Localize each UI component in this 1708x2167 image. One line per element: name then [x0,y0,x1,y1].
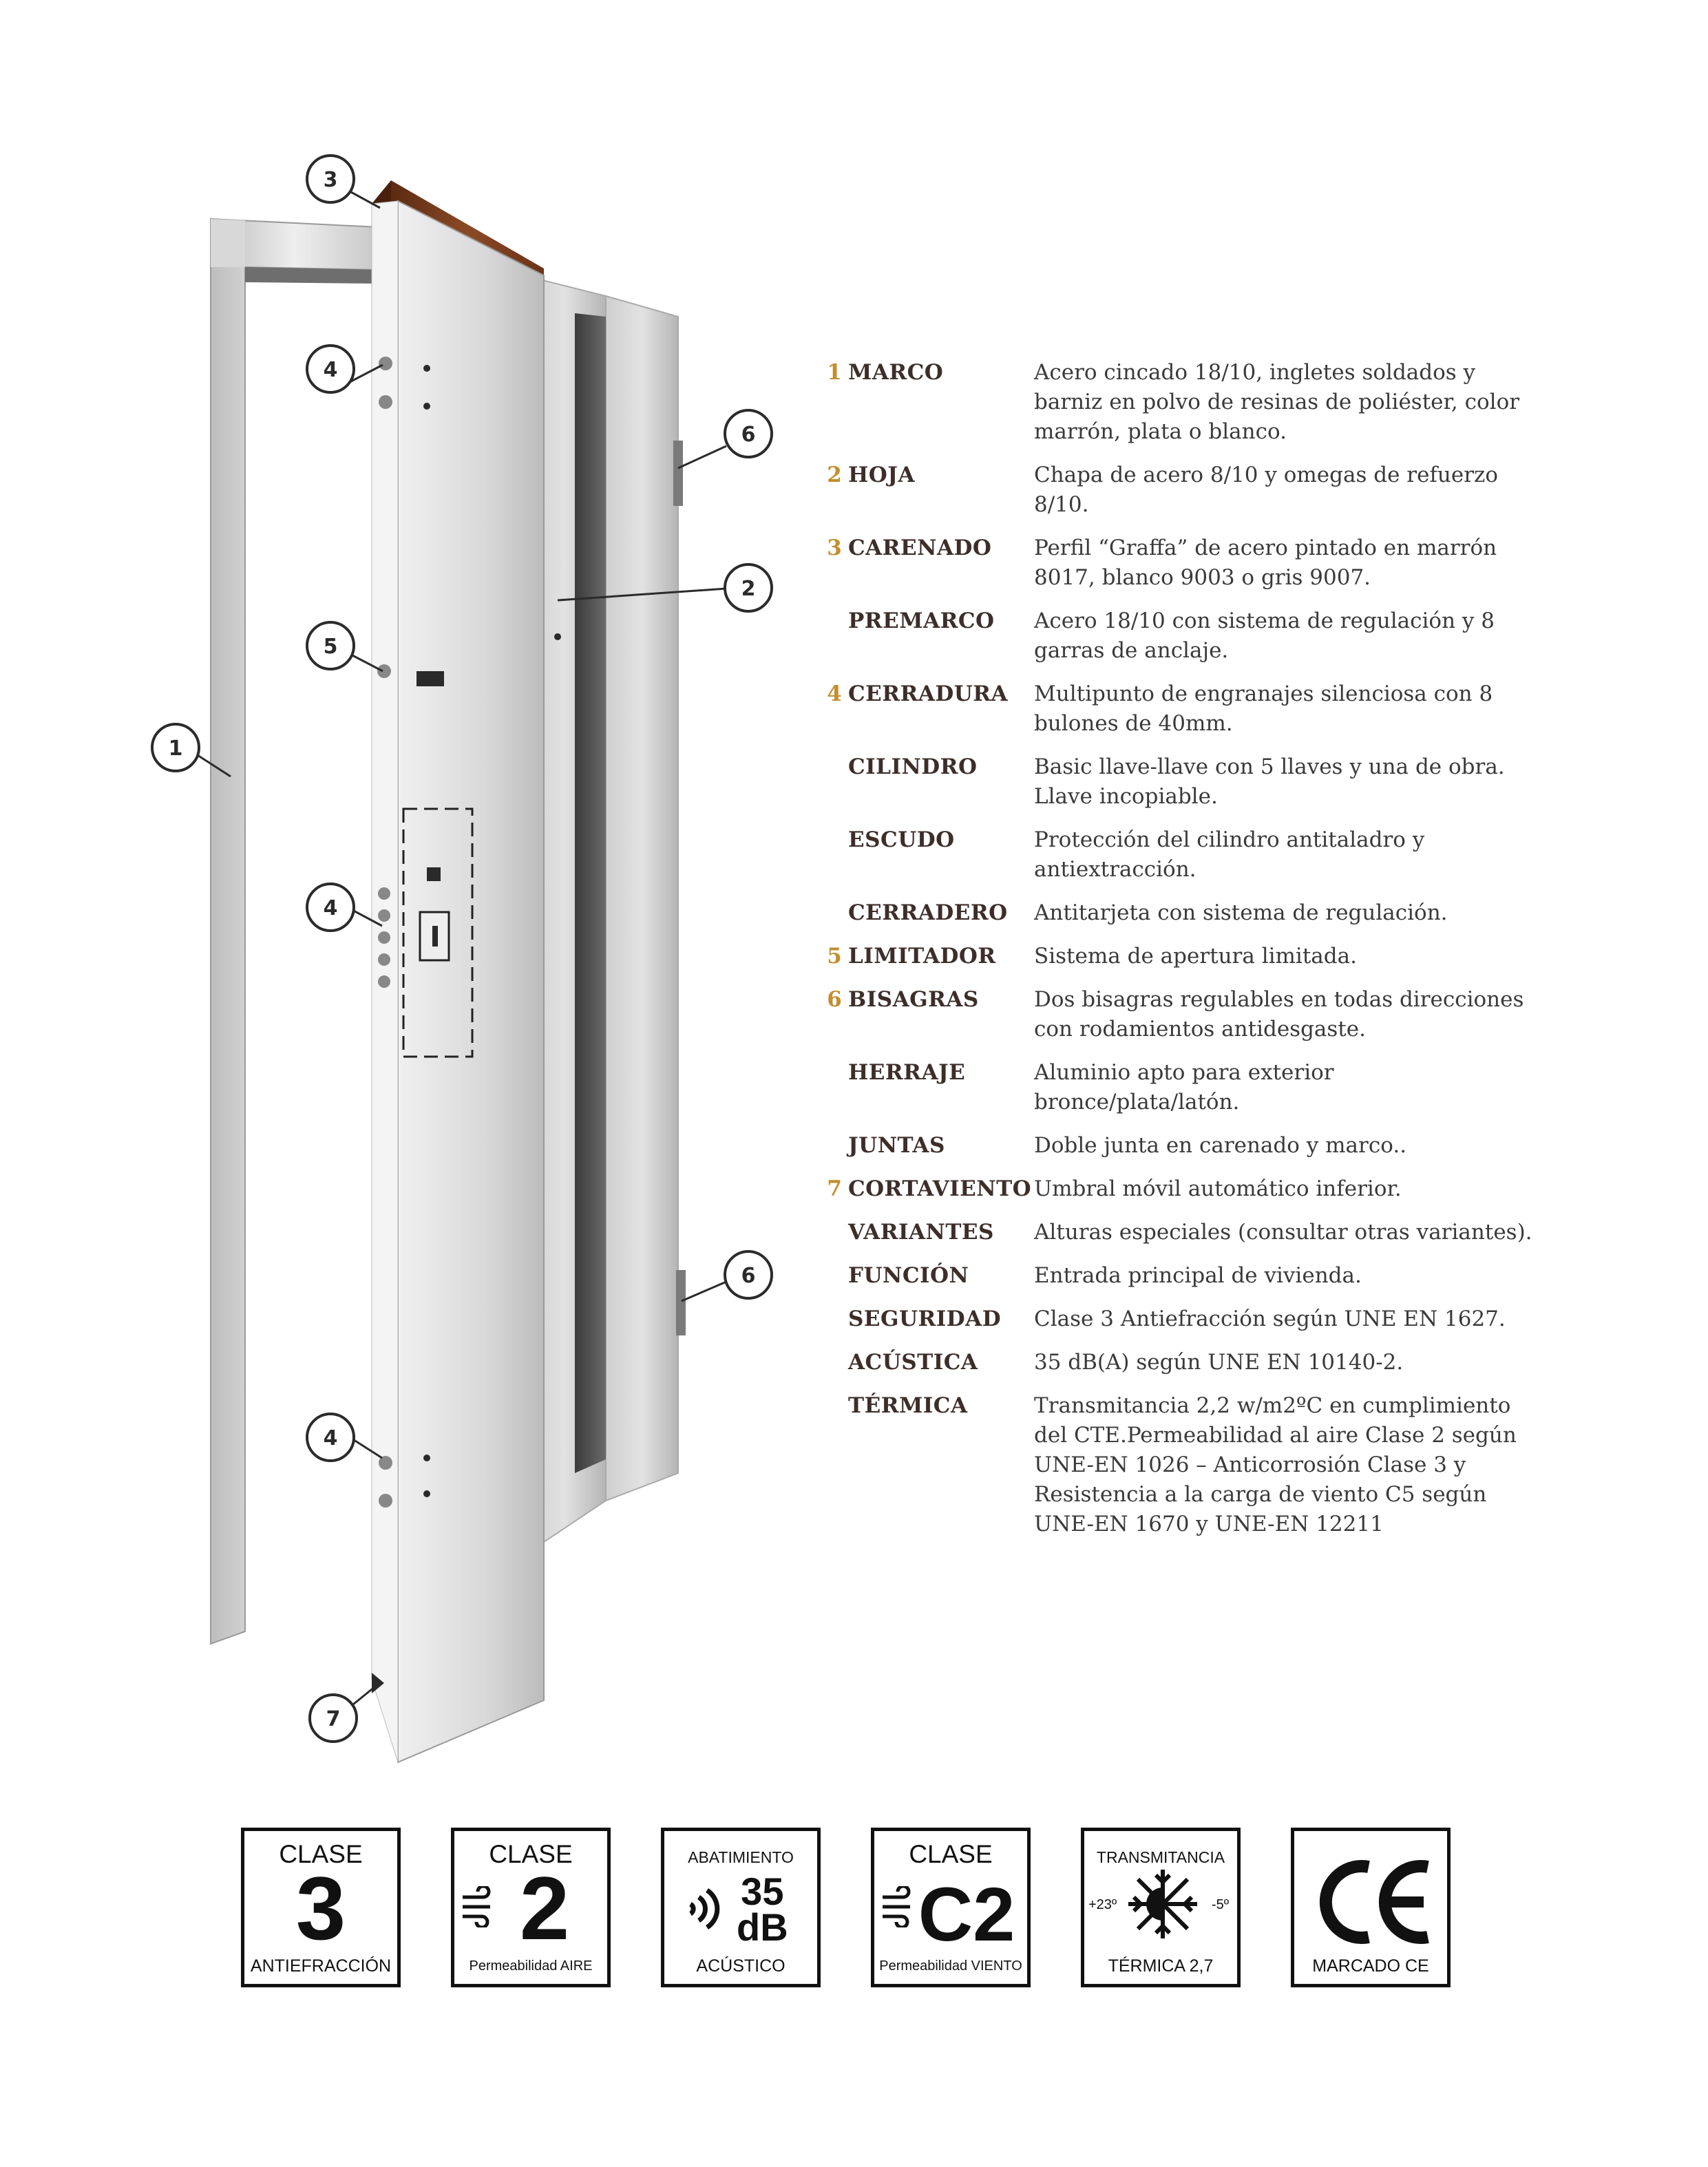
spec-label: SEGURIDAD [848,1307,1002,1331]
spec-number: 1 [827,360,842,385]
callout-1 [152,724,199,771]
spec-label: CILINDRO [848,754,978,779]
spec-row [821,1348,1543,1377]
spec-description: Transmitancia 2,2 w/m2ºC en cumplimiento del CTE.Permeabilidad al aire Clase 2 según UNE-EN 1026 – Anticorrosión Clase 3 y Resistencia a la carga de viento C5 según UNE-EN 1670 y UNE-EN 12211 [1034,1393,1517,1536]
spec-description: Doble junta en carenado y marco.. [1034,1133,1407,1158]
callout-4-middle [307,884,354,931]
callout-4-top [307,346,354,392]
spec-row [821,358,1543,447]
badge-top-label: TRANSMITANCIA [1096,1848,1225,1866]
spec-row [821,898,1543,928]
badge-top-label: ABATIMIENTO [688,1848,794,1866]
spec-description: Dos bisagras regulables en todas direcciones con rodamientos antidesgaste. [1034,987,1524,1042]
temp-cold: -5º [1211,1897,1229,1912]
spec-row [821,1304,1543,1334]
spec-table [821,358,1543,1553]
callout-number: 4 [323,896,338,920]
badge-marcado-ce [1291,1828,1451,1987]
callout-3 [307,156,354,202]
spec-label: HOJA [848,463,916,487]
badge-bottom-label: ACÚSTICO [696,1956,786,1976]
temp-warm: +23º [1088,1897,1117,1912]
badge-db-value [737,1870,788,1949]
callout-number: 4 [323,1426,338,1450]
spec-description: Aluminio apto para exterior bronce/plata/latón. [1034,1060,1334,1114]
badge-top-label: CLASE [909,1840,993,1868]
spec-row [821,825,1543,885]
badge-acustico [661,1828,821,1987]
callout-number: 7 [326,1707,341,1731]
spec-label: VARIANTES [848,1220,994,1245]
spec-number: 5 [827,944,842,969]
callout-number: 4 [323,358,338,382]
spec-label: CERRADURA [848,681,1009,706]
badge-clase-3 [241,1828,401,1987]
spec-description: Antitarjeta con sistema de regulación. [1034,900,1448,925]
badge-bottom-label: Permeabilidad AIRE [469,1958,593,1974]
door-leaf [372,201,544,1762]
spec-row [821,752,1543,812]
spec-description: Entrada principal de vivienda. [1034,1263,1362,1288]
spec-row [821,1391,1543,1539]
spec-label: BISAGRAS [848,987,979,1012]
badge-bottom-label: TÉRMICA 2,7 [1108,1956,1214,1976]
spec-label: MARCO [848,360,944,385]
spec-row [821,1058,1543,1117]
badge-bottom-label: MARCADO CE [1312,1956,1429,1976]
callout-number: 3 [323,168,338,192]
spec-row [821,679,1543,739]
spec-label: LIMITADOR [848,944,996,969]
ce-mark-icon [1315,1857,1433,1947]
spec-label: ESCUDO [848,827,955,852]
badge-top-label: CLASE [279,1840,363,1868]
spec-row [821,606,1543,666]
spec-number: 2 [827,463,842,487]
spec-description: Chapa de acero 8/10 y omegas de refuerzo 8/10. [1034,463,1499,517]
callout-number: 2 [741,577,756,601]
certification-badges [241,1828,1466,1993]
spec-number: 7 [827,1176,842,1201]
spec-row [821,533,1543,593]
spec-row [821,985,1543,1044]
spec-label: FUNCIÓN [848,1263,969,1288]
spec-description: Alturas especiales (consultar otras variantes). [1034,1220,1532,1245]
callout-4-bottom [307,1414,354,1461]
callout-number: 5 [323,635,338,659]
spec-row [821,1131,1543,1161]
callout-2 [725,564,772,611]
spec-description: Acero 18/10 con sistema de regulación y 8 garras de anclaje. [1034,609,1495,663]
spec-label: ACÚSTICA [848,1350,978,1375]
spec-label: HERRAJE [848,1060,966,1085]
callout-number: 6 [741,423,756,447]
snowflake-sun-icon [1123,1864,1203,1944]
spec-description: Clase 3 Antiefracción según UNE EN 1627. [1034,1307,1506,1331]
badge-clase-c2-viento [871,1828,1031,1987]
spec-description: Sistema de apertura limitada. [1034,944,1357,969]
spec-description: 35 dB(A) según UNE EN 10140-2. [1034,1350,1404,1375]
sound-waves-icon [685,1885,726,1933]
spec-row [821,1218,1543,1247]
spec-row [821,942,1543,971]
spec-number: 6 [827,987,842,1012]
badge-big-value: 3 [295,1858,346,1958]
spec-description: Protección del cilindro antitaladro y antiextracción. [1034,827,1425,882]
spec-row [821,461,1543,520]
spec-label: JUNTAS [848,1133,945,1158]
badge-big-value: C2 [918,1872,1015,1957]
spec-row [821,1174,1543,1204]
badge-bottom-label: Permeabilidad VIENTO [879,1958,1022,1974]
spec-description: Acero cincado 18/10, ingletes soldados y barniz en polvo de resinas de poliéster, color marrón, plata o blanco. [1034,360,1520,444]
spec-label: CERRADERO [848,900,1008,925]
spec-label: CORTAVIENTO [848,1176,1032,1201]
badge-bottom-label: ANTIEFRACCIÓN [250,1956,392,1976]
callout-number: 6 [741,1264,756,1288]
badge-transmitancia [1081,1828,1241,1987]
callout-6-top [725,410,772,457]
spec-label: CARENADO [848,536,992,560]
callout-6-bottom [725,1251,772,1298]
db-unit: dB [737,1905,788,1949]
spec-description: Perfil “Graffa” de acero pintado en marrón 8017, blanco 9003 o gris 9007. [1034,536,1497,590]
badge-big-value: 2 [519,1858,570,1958]
callout-5 [307,622,354,669]
db-number: 35 [741,1870,784,1913]
spec-label: PREMARCO [848,609,995,633]
spec-row [821,1261,1543,1291]
callout-number: 1 [168,737,183,761]
spec-description: Umbral móvil automático inferior. [1034,1176,1402,1201]
spec-number: 4 [827,681,842,706]
badge-top-label: CLASE [489,1840,573,1868]
spec-description: Basic llave-llave con 5 llaves y una de obra. Llave incopiable. [1034,754,1505,809]
badge-clase-2-aire [451,1828,611,1987]
spec-number: 3 [827,536,842,560]
spec-label: TÉRMICA [848,1393,968,1418]
spec-description: Multipunto de engranajes silenciosa con 8 bulones de 40mm. [1034,681,1493,736]
callout-7 [310,1695,357,1742]
